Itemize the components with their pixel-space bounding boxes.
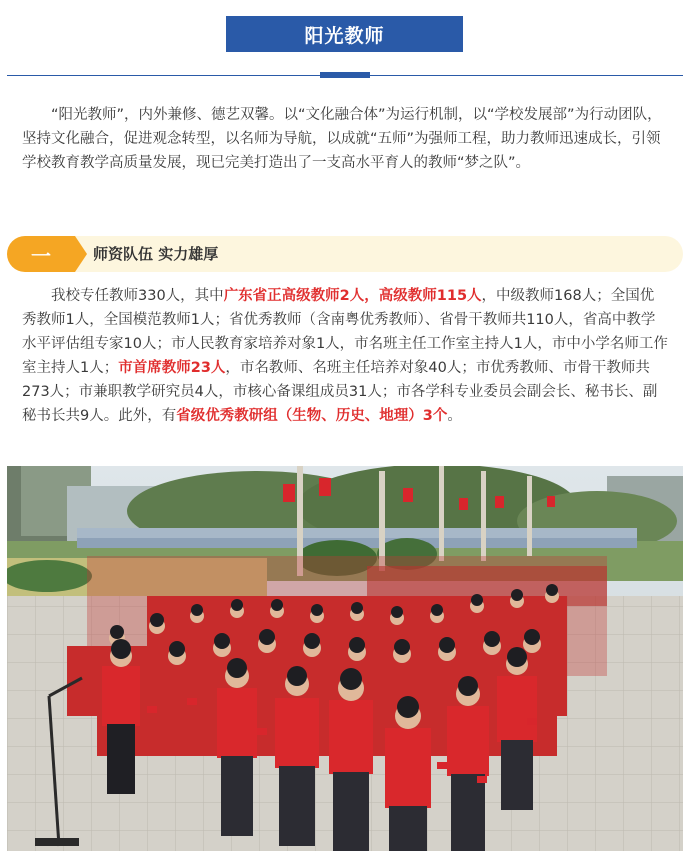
section-number: 一 xyxy=(31,243,51,268)
teachers-group-photo xyxy=(7,466,683,851)
section-header xyxy=(7,236,683,272)
section-title: 师资队伍 实力雄厚 xyxy=(93,245,219,263)
faculty-highlight-1: 广东省正高级教师2人，高级教师115人 xyxy=(223,288,482,304)
title-divider-accent xyxy=(320,72,370,78)
section-number-badge xyxy=(7,236,75,272)
intro-paragraph: “阳光教师”，内外兼修、德艺双馨。以“文化融合体”为运行机制，以“学校发展部”为行动团队，坚持文化融合，促进观念转型，以名师为导航，以成就“五师”为强师工程，助力教师迅速成长，引领学校教育教学高质量发展，现已完美打造出了一支高水平育人的教师“梦之队”。 xyxy=(22,107,662,171)
faculty-text-2: ，中级教师168人；全国优秀教师1人，全国模范教师1人；省优秀教师（含南粤优秀教师）、省骨干教师共110人，省高中教学水平评估组专家10人；市人民教育家培养对象1人，市名班主任工作室主持人1人，市中小学名师工作室主持人1人； xyxy=(22,288,668,376)
section-badge-arrow xyxy=(75,236,87,272)
faculty-text-4: 。 xyxy=(447,408,462,424)
page-title-banner xyxy=(226,16,463,52)
faculty-paragraph xyxy=(22,284,668,428)
faculty-text-1: 我校专任教师330人，其中 xyxy=(51,288,224,304)
page-title: 阳光教师 xyxy=(304,24,385,47)
faculty-text-3: ，市名教师、名班主任培养对象40人；市优秀教师、市骨干教师共273人；市兼职教学研究员4人，市核心备课组成员31人；市各学科专业委员会副会长、秘书长、副秘书长共9人。此外，有 xyxy=(22,360,658,424)
faculty-highlight-3: 省级优秀教研组（生物、历史、地理）3个 xyxy=(176,408,448,424)
teachers-group-photo-illustration xyxy=(7,466,683,851)
faculty-highlight-2: 市首席教师23人 xyxy=(118,360,226,376)
